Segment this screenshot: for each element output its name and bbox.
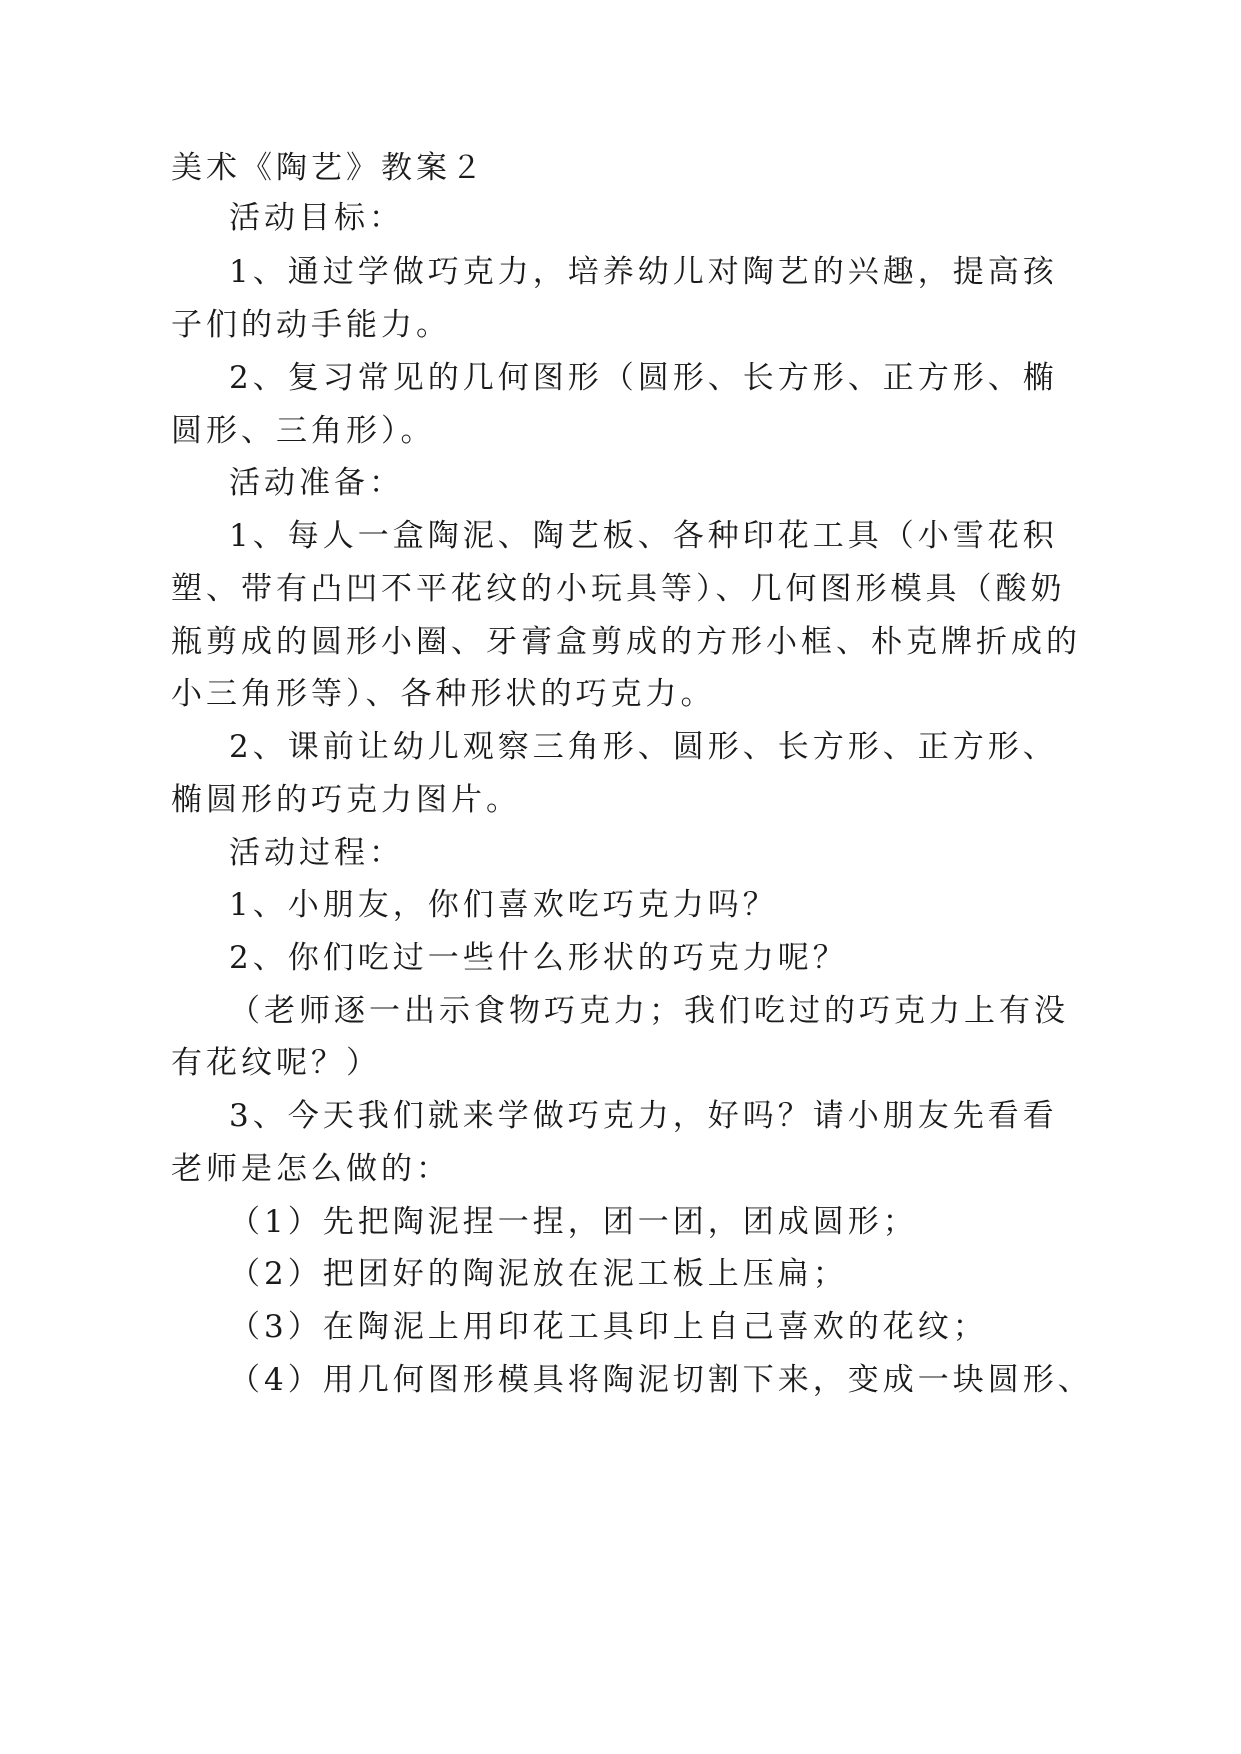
paragraph-line: 圆形、三角形）。 <box>171 413 436 449</box>
paragraph-line: 2、你们吃过一些什么形状的巧克力呢？ <box>229 940 848 976</box>
section-heading-preparation: 活动准备： <box>229 465 404 501</box>
step-line: （2）把团好的陶泥放在泥工板上压扁； <box>229 1256 848 1292</box>
paragraph-line: 子们的动手能力。 <box>171 307 451 343</box>
paragraph-line: 2、复习常见的几何图形（圆形、长方形、正方形、椭 <box>229 360 1058 396</box>
paragraph-line: 椭圆形的巧克力图片。 <box>171 782 521 818</box>
paragraph-line: 2、课前让幼儿观察三角形、圆形、长方形、正方形、 <box>229 729 1058 765</box>
section-heading-process: 活动过程： <box>229 835 404 871</box>
step-line: （4）用几何图形模具将陶泥切割下来，变成一块圆形、 <box>229 1362 1093 1398</box>
paragraph-line: 瓶剪成的圆形小圈、牙膏盒剪成的方形小框、朴克牌折成的 <box>171 624 1081 660</box>
paragraph-line: 1、通过学做巧克力，培养幼儿对陶艺的兴趣，提高孩 <box>229 254 1058 290</box>
paragraph-line: （老师逐一出示食物巧克力；我们吃过的巧克力上有没 <box>229 993 1069 1029</box>
paragraph-line: 塑、带有凸凹不平花纹的小玩具等）、几何图形模具（酸奶 <box>171 571 1066 607</box>
document-title: 美术《陶艺》教案２ <box>171 150 486 186</box>
paragraph-line: 有花纹呢？） <box>171 1045 381 1081</box>
paragraph-line: 1、小朋友，你们喜欢吃巧克力吗？ <box>229 887 778 923</box>
section-heading-goals: 活动目标： <box>229 200 404 236</box>
step-line: （1）先把陶泥捏一捏，团一团，团成圆形； <box>229 1204 918 1240</box>
paragraph-line: 1、每人一盒陶泥、陶艺板、各种印花工具（小雪花积 <box>229 518 1058 554</box>
paragraph-line: 3、今天我们就来学做巧克力，好吗？请小朋友先看看 <box>229 1098 1058 1134</box>
paragraph-line: 小三角形等）、各种形状的巧克力。 <box>171 676 716 712</box>
paragraph-line: 老师是怎么做的： <box>171 1151 451 1187</box>
step-line: （3）在陶泥上用印花工具印上自己喜欢的花纹； <box>229 1309 988 1345</box>
